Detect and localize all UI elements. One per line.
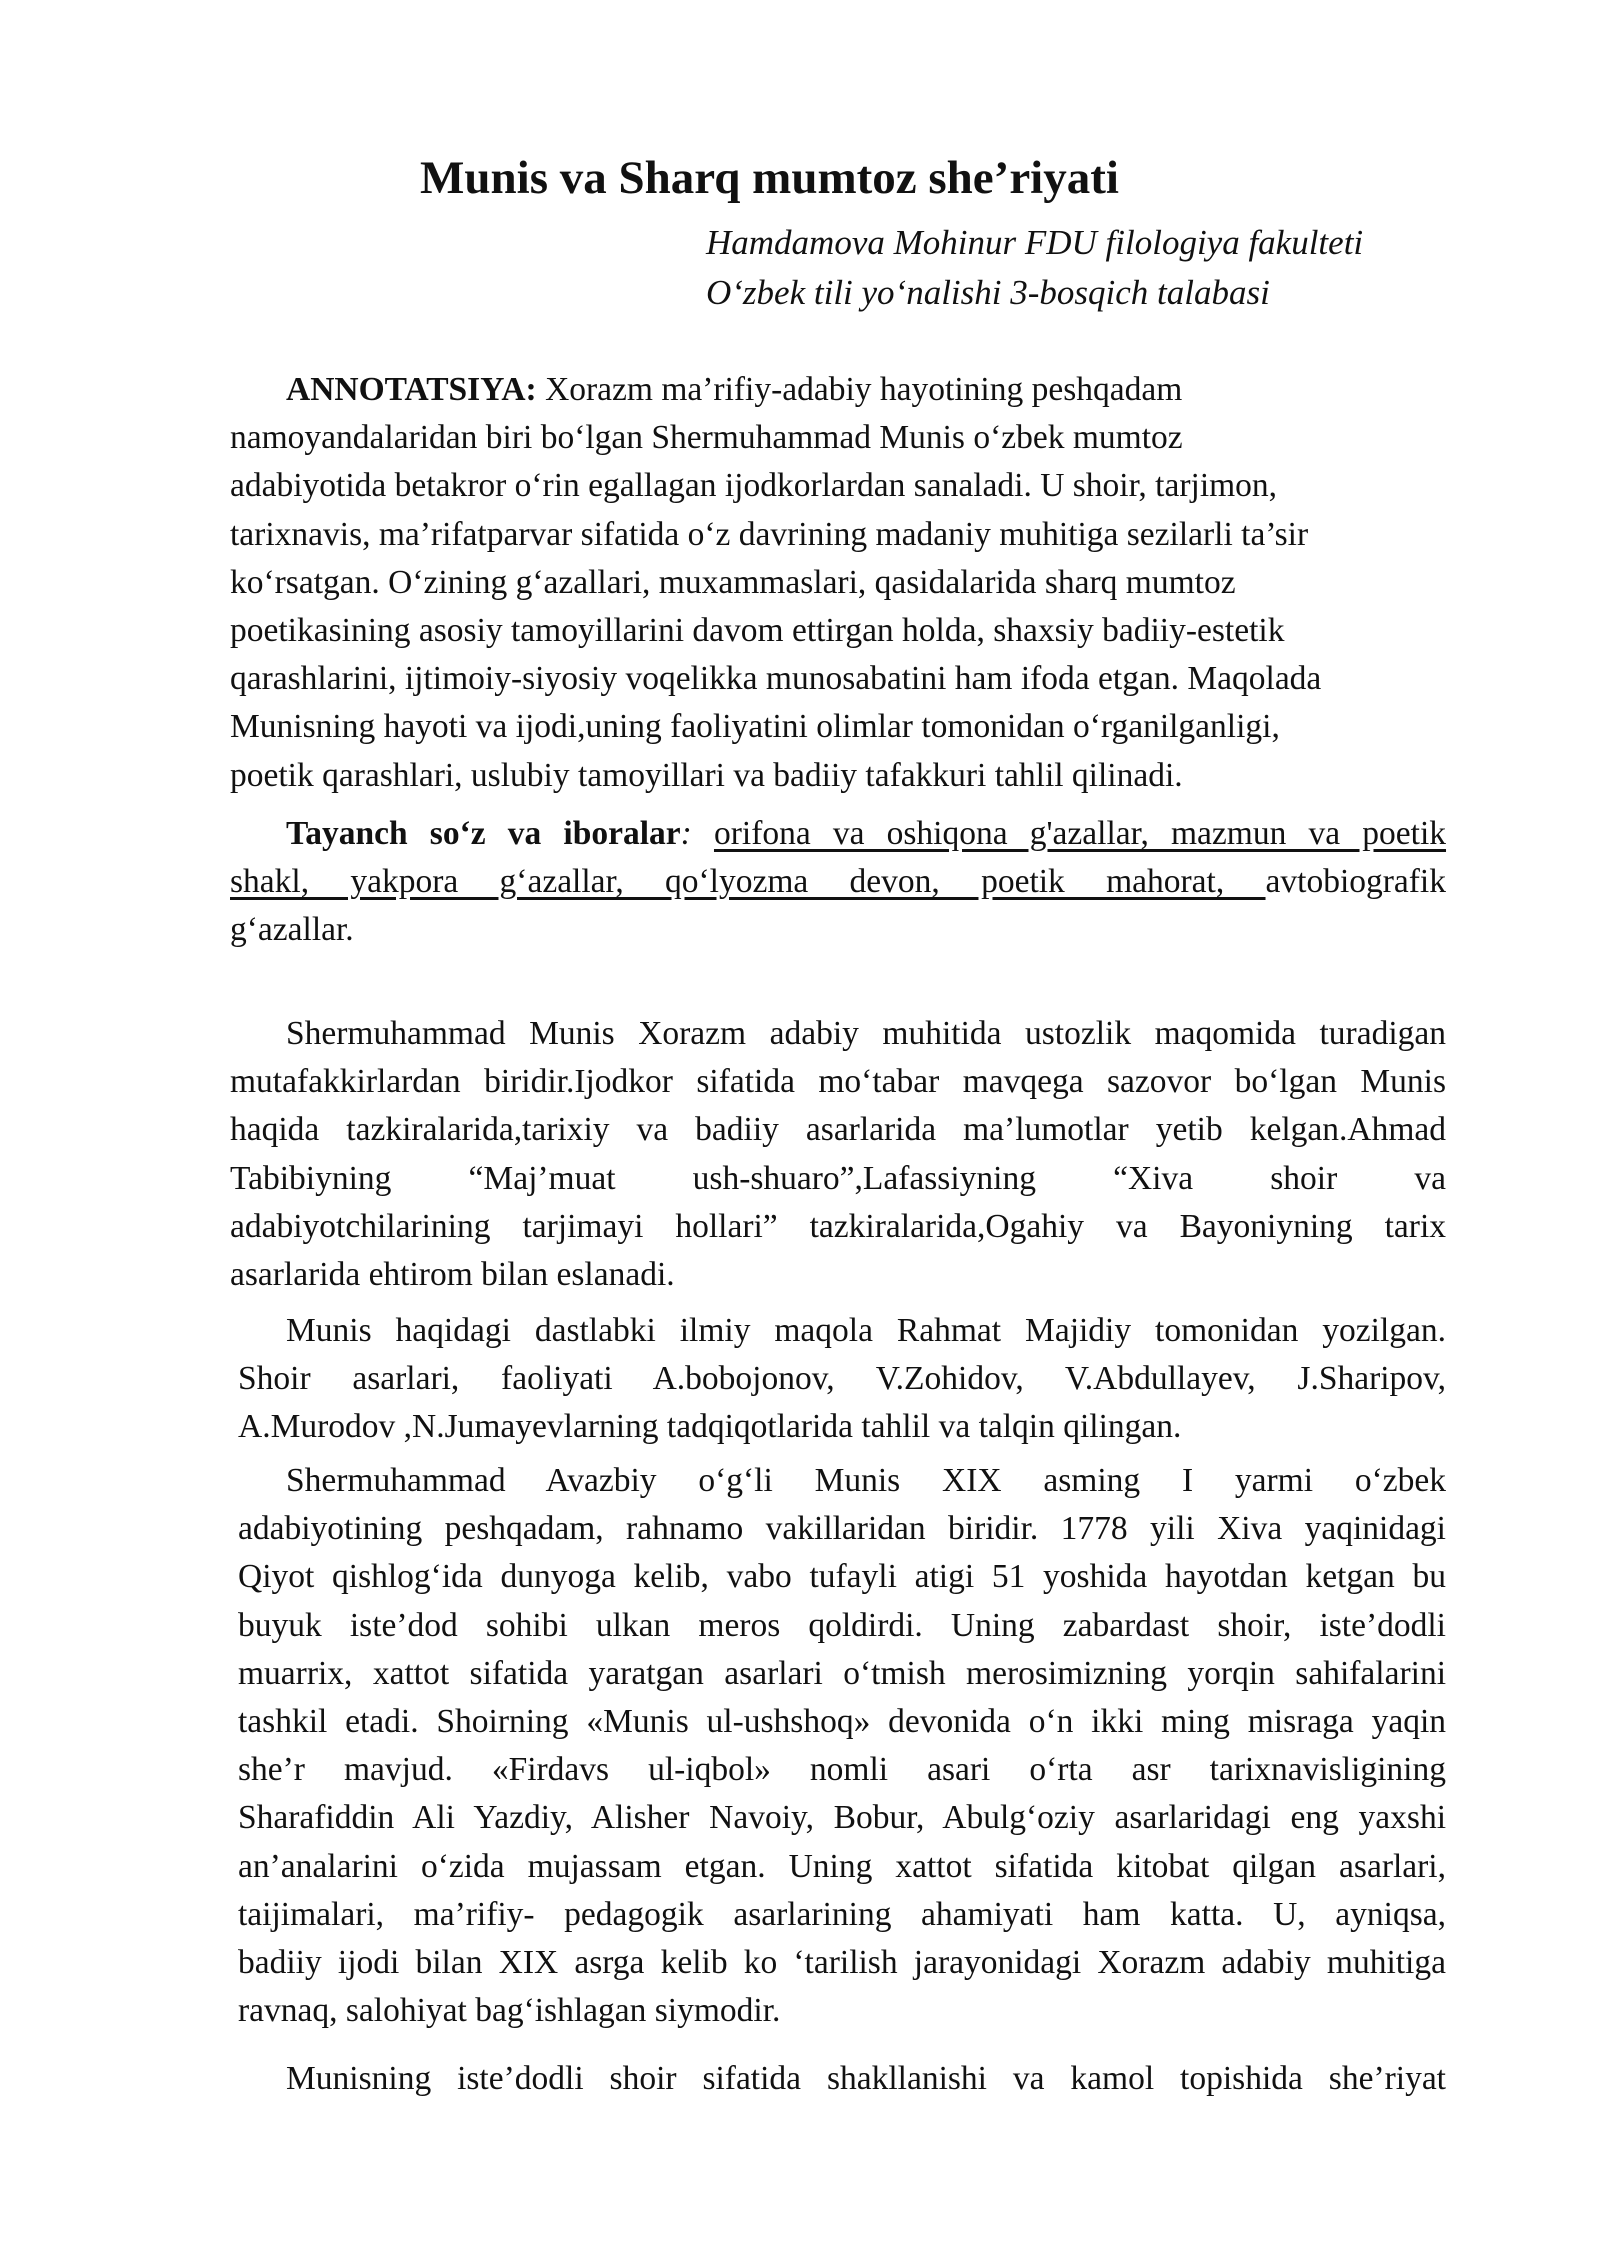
keywords-colon: : [680,815,692,852]
keywords-line [230,810,1446,858]
annotation-line: Munisning hayoti va ijodi,uning faoliyatini olimlar tomonidan o‘rganilganligi, [230,708,1280,746]
body-line: Shoir asarlari, faoliyati A.bobojonov, V.Zohidov, V.Abdullayev, J.Sharipov, [238,1360,1446,1398]
body-line: Sharafiddin Ali Yazdiy, Alisher Navoiy, Bobur, Abulg‘oziy asarlaridagi eng yaxshi [238,1799,1446,1837]
body-line: buyuk iste’dod sohibi ulkan meros qoldirdi. Uning zabardast shoir, iste’dodli [238,1606,1446,1644]
body-line: taijimalari, ma’rifiy- pedagogik asarlarining ahamiyati ham katta. U, ayniqsa, [238,1895,1446,1933]
body-line: A.Murodov ,N.Jumayevlarning tadqiqotlarida tahlil va talqin qilingan. [238,1408,1182,1446]
body-line: she’r mavjud. «Firdavs ul-iqbol» nomli asari o‘rta asr tarixnavisligining [238,1751,1446,1789]
body-line: haqida tazkiralarida,tarixiy va badiiy asarlarida ma’lumotlar yetib kelgan.Ahmad [230,1111,1446,1149]
annotation-label: ANNOTATSIYA: [286,371,537,408]
annotation-line: tarixnavis, ma’rifatparvar sifatida o‘z davrining madaniy muhitiga sezilarli ta’sir [230,515,1309,553]
annotation-line: qarashlarini, ijtimoiy-siyosiy voqelikka munosabatini ham ifoda etgan. Maqolada [230,660,1322,698]
author-line: O‘zbek tili yo‘nalishi 3-bosqich talabasi [706,273,1270,312]
body-line: asarlarida ehtirom bilan eslanadi. [230,1256,675,1294]
body-line: badiiy ijodi bilan XIX asrga kelib ko ‘tarilish jarayonidagi Xorazm adabiy muhitiga [238,1944,1446,1982]
body-line: mutafakkirlardan biridir.Ijodkor sifatida mo‘tabar mavqega sazovor bo‘lgan Munis [230,1063,1446,1101]
body-line: adabiyotchilarining tarjimayi hollari” tazkiralarida,Ogahiy va Bayoniyning tarix [230,1207,1446,1245]
keywords-text: orifona va oshiqona g'azallar, mazmun va poetik [713,815,1447,852]
author-info [706,218,1363,318]
keywords-label: Tayanch so‘z va iboralar [286,815,681,852]
keywords-text: avtobiografik [1265,863,1446,901]
body-line: ravnaq, salohiyat bag‘ishlagan siymodir. [238,1992,781,2030]
body-line: an’analarini o‘zida mujassam etgan. Uning xattot sifatida kitobat qilgan asarlari, [238,1847,1446,1885]
body-line: Qiyot qishlog‘ida dunyoga kelib, vabo tufayli atigi 51 yoshida hayotdan ketgan bu [238,1558,1446,1596]
body-line: Shermuhammad Munis Xorazm adabiy muhitida ustozlik maqomida turadigan [286,1015,1446,1052]
body-line: muarrix, xattot sifatida yaratgan asarlari o‘tmish merosimizning yorqin sahifalarini [238,1654,1446,1692]
annotation-line: poetik qarashlari, uslubiy tamoyillari va badiiy tafakkuri tahlil qilinadi. [230,756,1183,794]
annotation-line [230,366,1446,414]
body-paragraph [230,1010,1446,1299]
document-title: Munis va Sharq mumtoz she’riyati [420,152,1119,204]
annotation-paragraph [230,366,1446,800]
annotation-line: adabiyotida betakror o‘rin egallagan ijodkorlardan sanaladi. U shoir, tarjimon, [230,467,1278,505]
annotation-text: Xorazm ma’rifiy-adabiy hayotining peshqadam [536,371,1183,408]
body-line: tashkil etadi. Shoirning «Munis ul-ushshoq» devonida o‘n ikki ming misraga yaqin [238,1703,1446,1741]
body-line: Shermuhammad Avazbiy o‘g‘li Munis XIX asming I yarmi o‘zbek [286,1462,1446,1499]
annotation-line: poetikasining asosiy tamoyillarini davom ettirgan holda, shaxsiy badiiy-estetik [230,612,1285,650]
author-line: Hamdamova Mohinur FDU filologiya fakulteti [706,223,1364,262]
keywords-text: shakl, yakpora g‘azallar, qo‘lyozma devon, poetik mahorat, [230,863,1266,901]
annotation-line: namoyandalaridan biri bo‘lgan Shermuhammad Munis o‘zbek mumtoz [230,419,1183,457]
keywords-line [230,858,1446,906]
annotation-line: ko‘rsatgan. O‘zining g‘azallari, muxammaslari, qasidalarida sharq mumtoz [230,563,1236,601]
body-paragraph [230,2055,1446,2103]
keywords-line: g‘azallar. [230,911,354,949]
body-paragraph [230,1307,1446,1452]
body-line: Munis haqidagi dastlabki ilmiy maqola Rahmat Majidiy tomonidan yozilgan. [286,1312,1446,1349]
body-paragraph [230,1457,1446,2035]
body-line: Tabibiyning “Maj’muat ush-shuaro”,Lafassiyning “Xiva shoir va [230,1159,1446,1197]
keywords-paragraph [230,810,1446,955]
body-line: Munisning iste’dodli shoir sifatida shakllanishi va kamol topishida she’riyat [286,2060,1446,2097]
body-line: adabiyotining peshqadam, rahnamo vakillaridan biridir. 1778 yili Xiva yaqinidagi [238,1510,1446,1548]
